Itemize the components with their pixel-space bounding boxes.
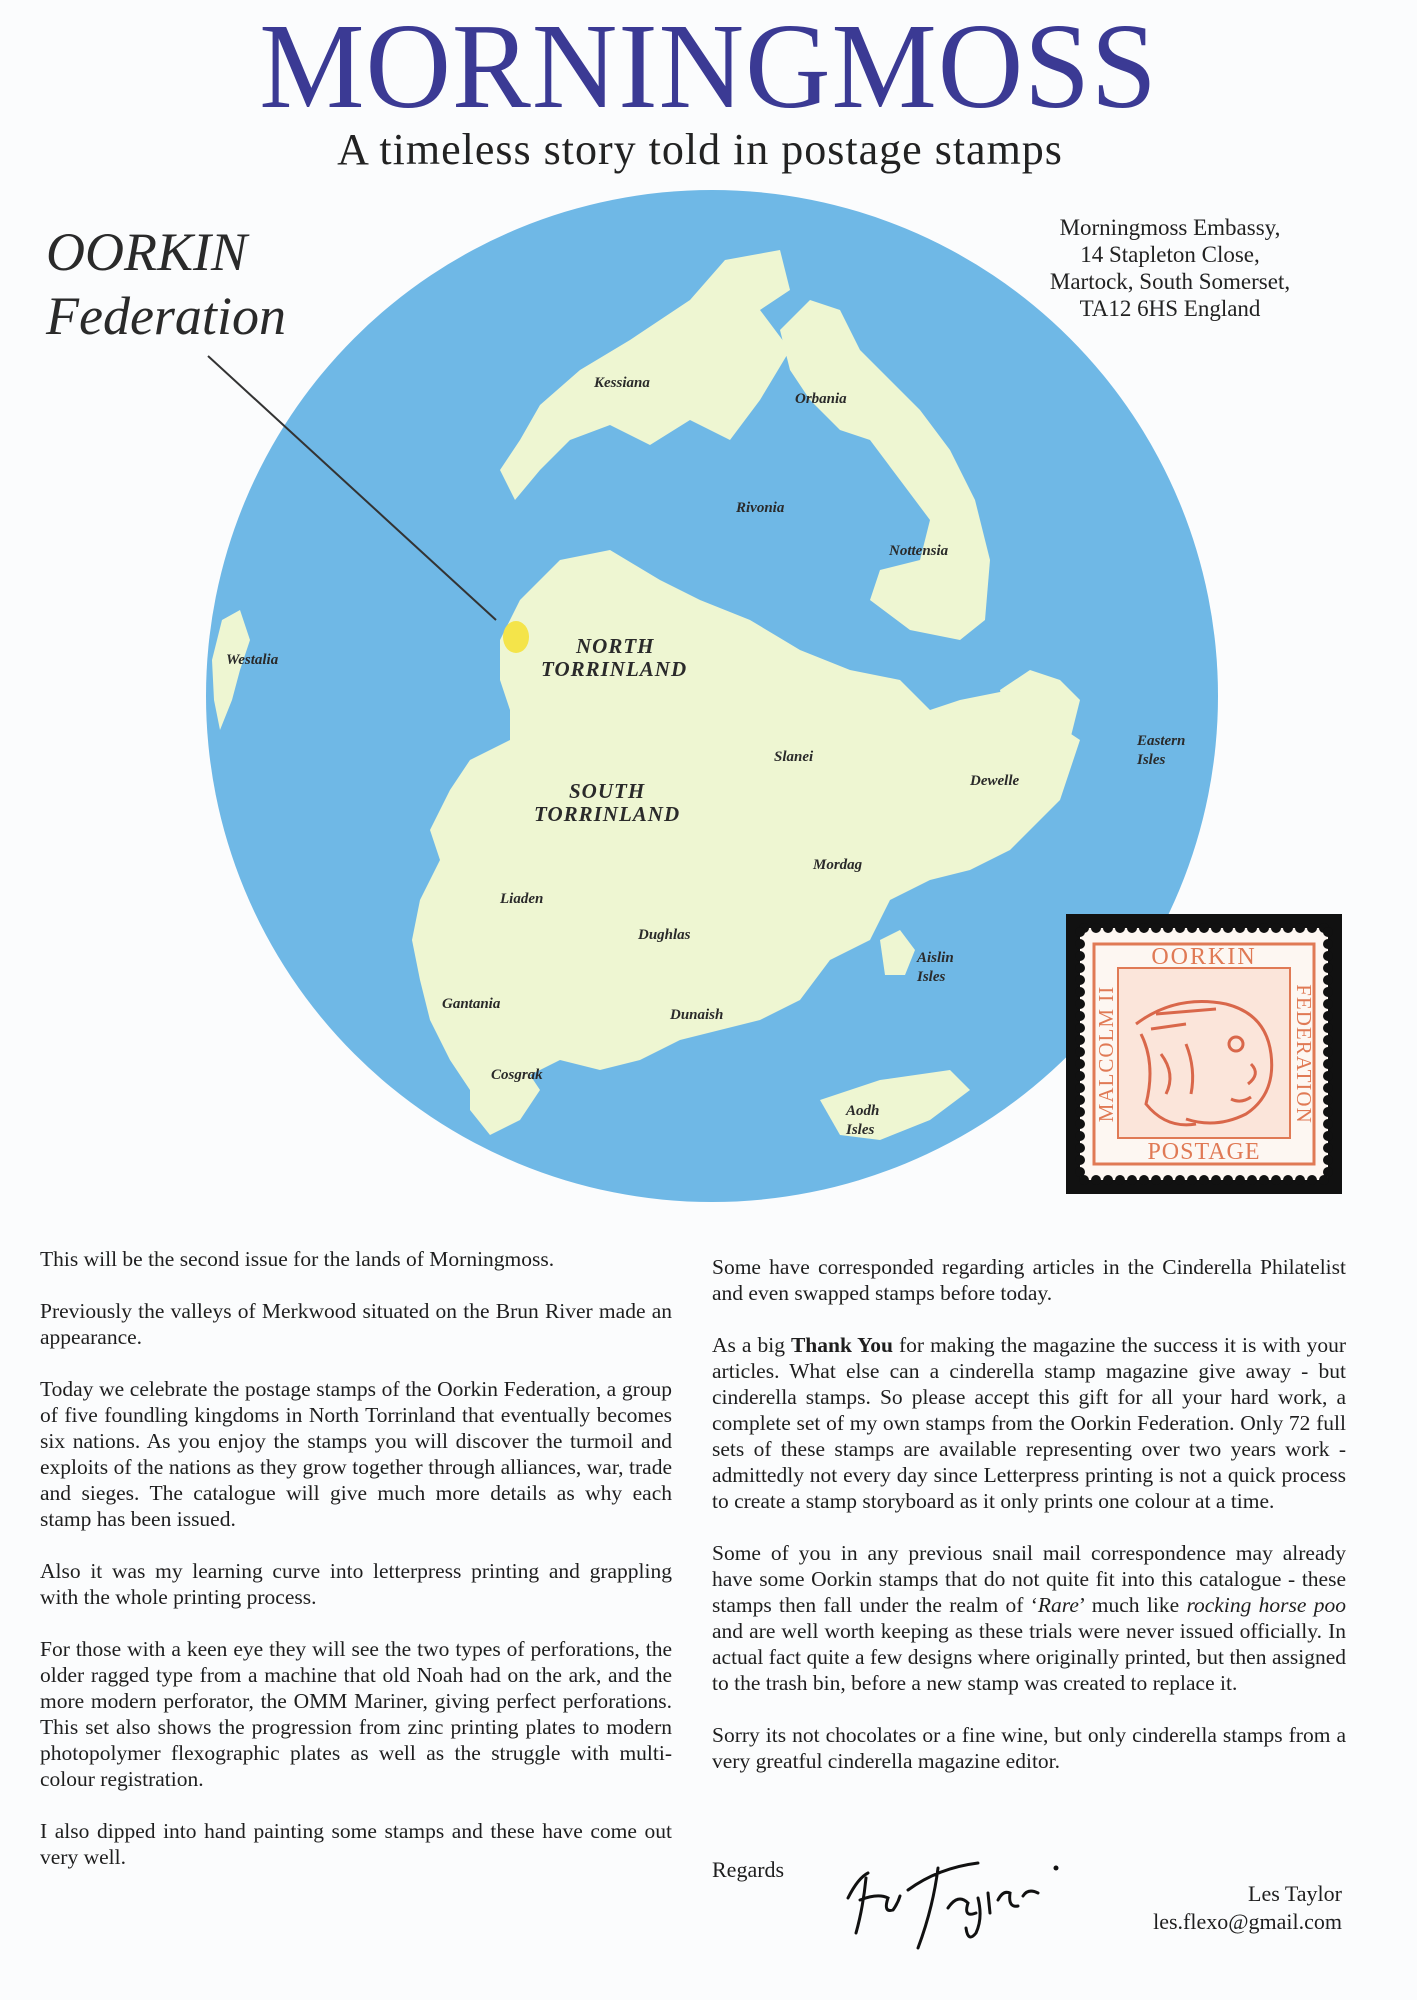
rocking-horse-italic: rocking horse poo <box>1186 1593 1346 1617</box>
stamp-perforation <box>1175 1175 1185 1185</box>
oorkin-highlight <box>503 621 529 653</box>
label-aislin-isles-1: Aislin <box>917 950 954 966</box>
stamp-perforation <box>1075 1155 1085 1165</box>
editor-email[interactable]: les.flexo@gmail.com <box>1153 1909 1342 1934</box>
stamp-perforation <box>1075 963 1085 973</box>
regards-text: Regards <box>712 1857 785 1882</box>
body-paragraph: This will be the second issue for the lands of Morningmoss. <box>40 1247 555 1271</box>
stamp-perforation <box>1103 923 1113 933</box>
stamp-perforation <box>1295 923 1305 933</box>
stamp-bottom-text: POSTAGE <box>1147 1139 1261 1165</box>
stamp-perforation <box>1323 1167 1333 1177</box>
stamp-perforation <box>1259 923 1269 933</box>
stamp-perforation <box>1091 1175 1101 1185</box>
stamp-perforation <box>1211 1175 1221 1185</box>
stamp-perforation <box>1075 1119 1085 1129</box>
stamp-perforation <box>1223 1175 1233 1185</box>
body-paragraph: Also it was my learning curve into letterpress printing and grappling with the whole printing process. <box>40 1559 672 1609</box>
label-eastern-isles-1: Eastern <box>1137 733 1186 749</box>
stamp-perforation <box>1323 1035 1333 1045</box>
label-north-torrinland-2: TORRINLAND <box>541 657 688 681</box>
label-kessiana: Kessiana <box>594 375 650 391</box>
stamp-perforation <box>1075 1095 1085 1105</box>
label-rivonia: Rivonia <box>736 500 785 516</box>
body-paragraph: I also dipped into hand painting some stamps and these have come out very well. <box>40 1819 672 1869</box>
text-span: Some of you in any previous snail mail correspondence may already have some Oorkin stamps that do not quite fit into this catalogue - these stamps then fall under the realm of ‘ <box>712 1541 1346 1617</box>
label-north-torrinland-1: NORTH <box>576 634 655 658</box>
body-paragraph: Previously the valleys of Merkwood situated on the Brun River made an appearance. <box>40 1299 672 1349</box>
stamp-perforation <box>1115 1175 1125 1185</box>
stamp-right-text: FEDERATION <box>1292 984 1316 1124</box>
stamp-frame-inner <box>1118 968 1290 1138</box>
signoff-block <box>1080 1880 1342 1936</box>
stamp-left-text: MALCOLM II <box>1094 985 1118 1123</box>
label-aislin-isles-2: Isles <box>917 969 946 985</box>
stamp-artwork <box>1066 914 1342 1194</box>
stamp-perforation <box>1139 1175 1149 1185</box>
stamp-perforation <box>1075 1035 1085 1045</box>
stamp-perforation <box>1323 999 1333 1009</box>
label-eastern-isles-2: Isles <box>1137 752 1166 768</box>
stamp-perforation <box>1075 1059 1085 1069</box>
stamp-perforation <box>1187 923 1197 933</box>
editor-name: Les Taylor <box>1248 1881 1342 1906</box>
stamp-perforation <box>1323 1119 1333 1129</box>
stamp-perforation <box>1323 1023 1333 1033</box>
stamp-perforation <box>1151 923 1161 933</box>
stamp-perforation <box>1323 1095 1333 1105</box>
label-orbania: Orbania <box>795 391 847 407</box>
label-gantania: Gantania <box>442 996 501 1012</box>
oorkin-stamp <box>1066 914 1342 1194</box>
stamp-perforation <box>1323 1083 1333 1093</box>
address-line4: TA12 6HS England <box>1079 296 1261 321</box>
stamp-perforation <box>1199 923 1209 933</box>
body-paragraph-thanks <box>712 1332 1346 1514</box>
stamp-top-text: OORKIN <box>1151 944 1257 970</box>
stamp-perforation <box>1075 1143 1085 1153</box>
stamp-perforation <box>1323 1059 1333 1069</box>
stamp-perforation <box>1307 923 1317 933</box>
feature-title <box>46 220 286 348</box>
stamp-perforation <box>1075 975 1085 985</box>
stamp-perforation <box>1235 1175 1245 1185</box>
label-liaden: Liaden <box>500 891 544 907</box>
body-right-column <box>712 1254 1346 1800</box>
stamp-perforation <box>1323 1011 1333 1021</box>
label-dewelle: Dewelle <box>970 773 1020 789</box>
stamp-perforation <box>1163 1175 1173 1185</box>
body-paragraph-rare <box>712 1540 1346 1696</box>
stamp-perforation <box>1075 1023 1085 1033</box>
stamp-perforation <box>1091 923 1101 933</box>
stamp-perforation <box>1323 1047 1333 1057</box>
stamp-perforation <box>1323 975 1333 985</box>
address-line1: Morningmoss Embassy, <box>1059 215 1281 240</box>
stamp-perforation <box>1307 1175 1317 1185</box>
stamp-perforation <box>1235 923 1245 933</box>
stamp-perforation <box>1323 951 1333 961</box>
label-slanei: Slanei <box>774 749 814 765</box>
body-paragraph: Today we celebrate the postage stamps of the Oorkin Federation, a group of five foundling kingdoms in North Torrinland that eventually becomes six nations. As you enjoy the stamps you will discover the turmoil and exploits of the nations as they grow together through alliances, war, trade and sieges. The catalogue will give much more details as why each stamp has been issued. <box>40 1377 672 1531</box>
stamp-perforation <box>1211 923 1221 933</box>
label-dughlas: Dughlas <box>638 927 691 943</box>
stamp-perforation <box>1323 927 1333 937</box>
magazine-title: MORNINGMOSS <box>259 0 1158 134</box>
stamp-perforation <box>1139 923 1149 933</box>
stamp-perforation <box>1075 1011 1085 1021</box>
label-nottensia: Nottensia <box>889 543 949 559</box>
stamp-perforation <box>1075 1047 1085 1057</box>
stamp-perforation <box>1323 1131 1333 1141</box>
stamp-perforation <box>1075 1071 1085 1081</box>
stamp-perforation <box>1271 1175 1281 1185</box>
stamp-perforation <box>1323 963 1333 973</box>
label-cosgrak: Cosgrak <box>491 1067 543 1083</box>
stamp-perforation <box>1199 1175 1209 1185</box>
stamp-perforation <box>1163 923 1173 933</box>
body-paragraph: Some have corresponded regarding articles in the Cinderella Philatelist and even swapped stamps before today. <box>712 1255 1346 1305</box>
handwritten-signature <box>838 1838 1068 1958</box>
stamp-perforation <box>1323 1071 1333 1081</box>
magazine-subtitle: A timeless story told in postage stamps <box>337 125 1063 174</box>
label-aodh-isles-2: Isles <box>846 1122 875 1138</box>
stamp-perforation <box>1151 1175 1161 1185</box>
stamp-perforation <box>1175 923 1185 933</box>
stamp-perforation <box>1323 987 1333 997</box>
stamp-perforation <box>1323 939 1333 949</box>
body-paragraph: Sorry its not chocolates or a fine wine, but only cinderella stamps from a very greatful cinderella magazine editor. <box>712 1723 1346 1773</box>
stamp-perforation <box>1295 1175 1305 1185</box>
stamp-perforation <box>1115 923 1125 933</box>
text-span: As a big <box>712 1333 791 1357</box>
address-line2: 14 Stapleton Close, <box>1080 242 1260 267</box>
label-south-torrinland-1: SOUTH <box>569 779 646 803</box>
stamp-perforation <box>1283 1175 1293 1185</box>
text-span: and are well worth keeping as these trials were never issued officially. In actual fact quite a few designs where originally printed, but then assigned to the trash bin, before a new stamp was created to replace it. <box>712 1619 1346 1695</box>
text-span: for making the magazine the success it is with your articles. What else can a cinderella stamp magazine give away - but cinderella stamps. So please accept this gift for all your hard work, a complete set of my own stamps from the Oorkin Federation. Only 72 full sets of these stamps are available representing over two years work - admittedly not every day since Letterpress printing is not a quick process to create a stamp storyboard as it only prints one colour at a time. <box>712 1333 1347 1513</box>
stamp-perforation <box>1075 927 1085 937</box>
label-south-torrinland-2: TORRINLAND <box>534 802 681 826</box>
body-left-column <box>40 1246 672 1896</box>
stamp-perforation <box>1259 1175 1269 1185</box>
thank-you-bold: Thank You <box>790 1333 893 1357</box>
stamp-perforation <box>1075 939 1085 949</box>
stamp-perforation <box>1075 1107 1085 1117</box>
stamp-perforation <box>1323 1155 1333 1165</box>
label-aodh-isles-1: Aodh <box>846 1103 880 1119</box>
stamp-perforation <box>1247 1175 1257 1185</box>
body-paragraph: For those with a keen eye they will see the two types of perforations, the older ragged type from a machine that old Noah had on the ark, and the more modern perforator, the OMM Mariner, giving perfect perforations. This set also shows the progression from zinc printing plates to modern photopolymer flexographic plates as well as the struggle with multi-colour registration. <box>40 1637 672 1791</box>
stamp-perforation <box>1187 1175 1197 1185</box>
stamp-perforation <box>1127 923 1137 933</box>
stamp-perforation <box>1127 1175 1137 1185</box>
embassy-address <box>1020 214 1320 322</box>
stamp-perforation <box>1075 951 1085 961</box>
stamp-perforation <box>1323 1107 1333 1117</box>
label-dunaish: Dunaish <box>670 1007 724 1023</box>
label-mordag: Mordag <box>813 857 863 873</box>
stamp-perforation <box>1223 923 1233 933</box>
stamp-perforation <box>1075 999 1085 1009</box>
stamp-perforation <box>1323 1143 1333 1153</box>
stamp-perforation <box>1075 987 1085 997</box>
stamp-perforation <box>1103 1175 1113 1185</box>
stamp-perforation <box>1283 923 1293 933</box>
label-westalia: Westalia <box>226 652 279 668</box>
rare-italic: Rare <box>1037 1593 1079 1617</box>
text-span: ’ much like <box>1078 1593 1187 1617</box>
stamp-perforation <box>1247 923 1257 933</box>
stamp-perforation <box>1075 1083 1085 1093</box>
feature-title-line1: OORKIN <box>46 222 247 282</box>
feature-title-line2: Federation <box>46 286 286 346</box>
stamp-perforation <box>1271 923 1281 933</box>
address-line3: Martock, South Somerset, <box>1049 269 1291 294</box>
stamp-perforation <box>1075 1131 1085 1141</box>
stamp-perforation <box>1075 1167 1085 1177</box>
